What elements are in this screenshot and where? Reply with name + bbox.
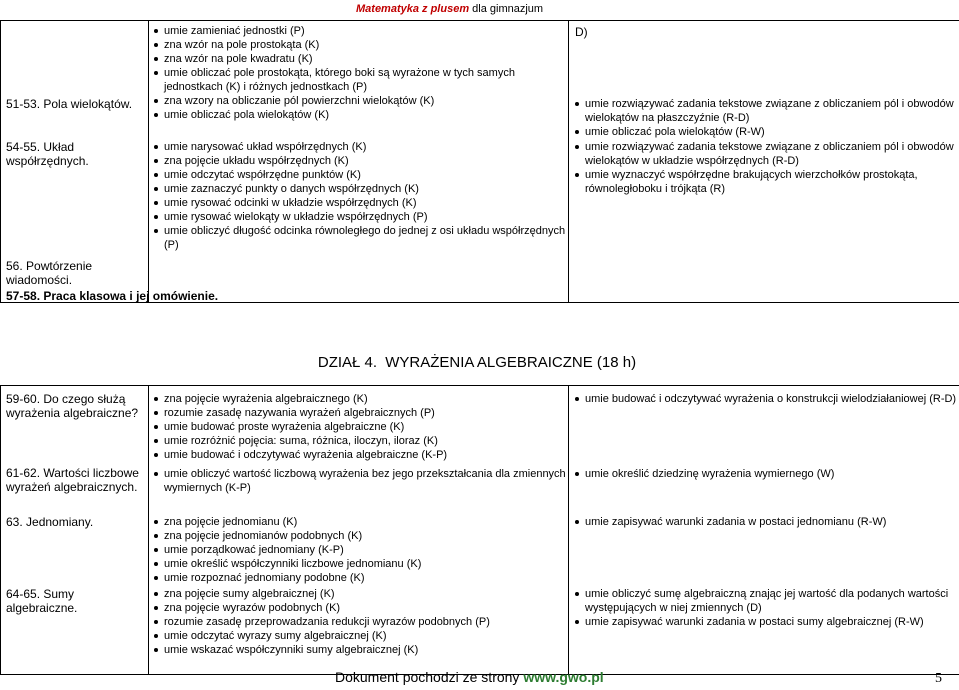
requirements-list-d-sumy [573, 587, 957, 629]
list-item: umie wskazać współczynniki sumy algebraicznej (K) [152, 643, 566, 657]
requirements-list-uklad [152, 140, 566, 252]
requirements-list-sumy [152, 587, 566, 657]
requirements-list-jednomiany [152, 515, 566, 585]
requirements-list-d-uklad [573, 140, 957, 196]
list-item: umie rozróżnić pojęcia: suma, różnica, iloczyn, iloraz (K) [152, 434, 566, 448]
requirements-list-wartosci [152, 467, 566, 495]
header-brand: Matematyka z plusem [356, 3, 470, 15]
section-name: WYRAŻENIA ALGEBRAICZNE (18 h) [385, 354, 637, 371]
list-item: umie obliczyć wartość liczbową wyrażenia bez jego przekształcania dla zmiennych wymiernych (K-P) [152, 467, 566, 495]
list-item: zna pojęcie jednomianów podobnych (K) [152, 529, 566, 543]
requirements-list-d-wartosci [573, 467, 957, 481]
requirements-list-wyrazenia [152, 392, 566, 462]
page-header [356, 3, 543, 15]
list-item: zna wzory na obliczanie pól powierzchni wielokątów (K) [152, 94, 566, 108]
list-item: umie porządkować jednomiany (K-P) [152, 543, 566, 557]
list-item: zna wzór na pole kwadratu (K) [152, 52, 566, 66]
list-item: umie rozwiązywać zadania tekstowe związane z obliczaniem pól i obwodów wielokątów w układzie współrzędnych (R-D) [573, 140, 957, 168]
topic-cell [1, 386, 149, 675]
topic-powtorzenie: 56. Powtórzenie wiadomości. [6, 259, 93, 287]
list-item: umie rozpoznać jednomiany podobne (K) [152, 571, 566, 585]
list-item: umie obliczać pole prostokąta, którego boki są wyrażone w tych samych jednostkach (K) i różnych jednostkach (P) [152, 66, 566, 94]
list-item: umie określić dziedzinę wyrażenia wymiernego (W) [573, 467, 957, 481]
list-item: zna pojęcie wyrażenia algebraicznego (K) [152, 392, 566, 406]
list-item: zna wzór na pole prostokąta (K) [152, 38, 566, 52]
requirements-list-d-pola [573, 97, 957, 139]
topic-sumy: 64-65. Sumy algebraiczne. [6, 587, 78, 615]
requirements-list-d-jednomiany [573, 515, 957, 529]
list-item: umie rozwiązywać zadania tekstowe związane z obliczaniem pól i obwodów wielokątów na płaszczyźnie (R-D) [573, 97, 957, 125]
list-item: zna pojęcie jednomianu (K) [152, 515, 566, 529]
footer [335, 669, 604, 685]
list-item: umie odczytać wyrazy sumy algebraicznej (K) [152, 629, 566, 643]
footer-link[interactable]: www.gwo.pl [523, 669, 604, 685]
list-item: zna pojęcie układu współrzędnych (K) [152, 154, 566, 168]
list-item: umie budować i odczytywać wyrażenia algebraiczne (K-P) [152, 448, 566, 462]
list-item: rozumie zasadę nazywania wyrażeń algebraicznych (P) [152, 406, 566, 420]
list-item: umie zaznaczyć punkty o danych współrzędnych (K) [152, 182, 566, 196]
page-number: 5 [935, 671, 942, 686]
list-item: umie odczytać współrzędne punktów (K) [152, 168, 566, 182]
requirements-list-d-wyrazenia [573, 392, 957, 406]
list-item: umie rysować odcinki w układzie współrzędnych (K) [152, 196, 566, 210]
header-subtitle: dla gimnazjum [472, 3, 544, 15]
list-item: umie określić współczynniki liczbowe jednomianu (K) [152, 557, 566, 571]
list-item: umie zapisywać warunki zadania w postaci sumy algebraicznej (R-W) [573, 615, 957, 629]
topic-jednomiany: 63. Jednomiany. [6, 515, 94, 529]
section-prefix: DZIAŁ 4. [317, 354, 378, 371]
list-item: zna pojęcie sumy algebraicznej (K) [152, 587, 566, 601]
topic-praca-klasowa: 57-58. Praca klasowa i jej omówienie. [6, 289, 219, 303]
footer-text: Dokument pochodzi ze strony [335, 669, 520, 685]
requirements-list-pola [152, 24, 566, 122]
list-item: umie narysować układ współrzędnych (K) [152, 140, 566, 154]
list-item: umie rysować wielokąty w układzie współrzędnych (P) [152, 210, 566, 224]
list-item: umie wyznaczyć współrzędne brakujących wierzchołków prostokąta, równoległoboku i trójkąta (R) [573, 168, 957, 196]
list-item: umie zamieniać jednostki (P) [152, 24, 566, 38]
list-item: rozumie zasadę przeprowadzania redukcji wyrazów podobnych (P) [152, 615, 566, 629]
topic-uklad: 54-55. Układ współrzędnych. [6, 140, 89, 168]
list-item: umie obliczać pola wielokątów (K) [152, 108, 566, 122]
list-item: zna pojęcie wyrazów podobnych (K) [152, 601, 566, 615]
list-item: umie obliczać pola wielokątów (R-W) [573, 125, 957, 139]
topic-wartosci: 61-62. Wartości liczbowe wyrażeń algebraicznych. [6, 466, 139, 494]
list-item: umie obliczyć długość odcinka równoległego do jednej z osi układu współrzędnych (P) [152, 224, 566, 252]
topic-wyrazenia: 59-60. Do czego służą wyrażenia algebraiczne? [6, 392, 139, 420]
list-item: umie budować i odczytywać wyrażenia o konstrukcji wielodziałaniowej (R-D) [573, 392, 957, 406]
list-item: umie budować proste wyrażenia algebraiczne (K) [152, 420, 566, 434]
col-d-cell [569, 386, 959, 675]
section-title [0, 354, 940, 371]
list-item: umie obliczyć sumę algebraiczną znając jej wartość dla podanych wartości występujących w niej zmiennych (D) [573, 587, 957, 615]
list-item: umie zapisywać warunki zadania w postaci jednomianu (R-W) [573, 515, 957, 529]
topic-pola: 51-53. Pola wielokątów. [6, 97, 133, 111]
col-d-header: D) [575, 25, 588, 39]
